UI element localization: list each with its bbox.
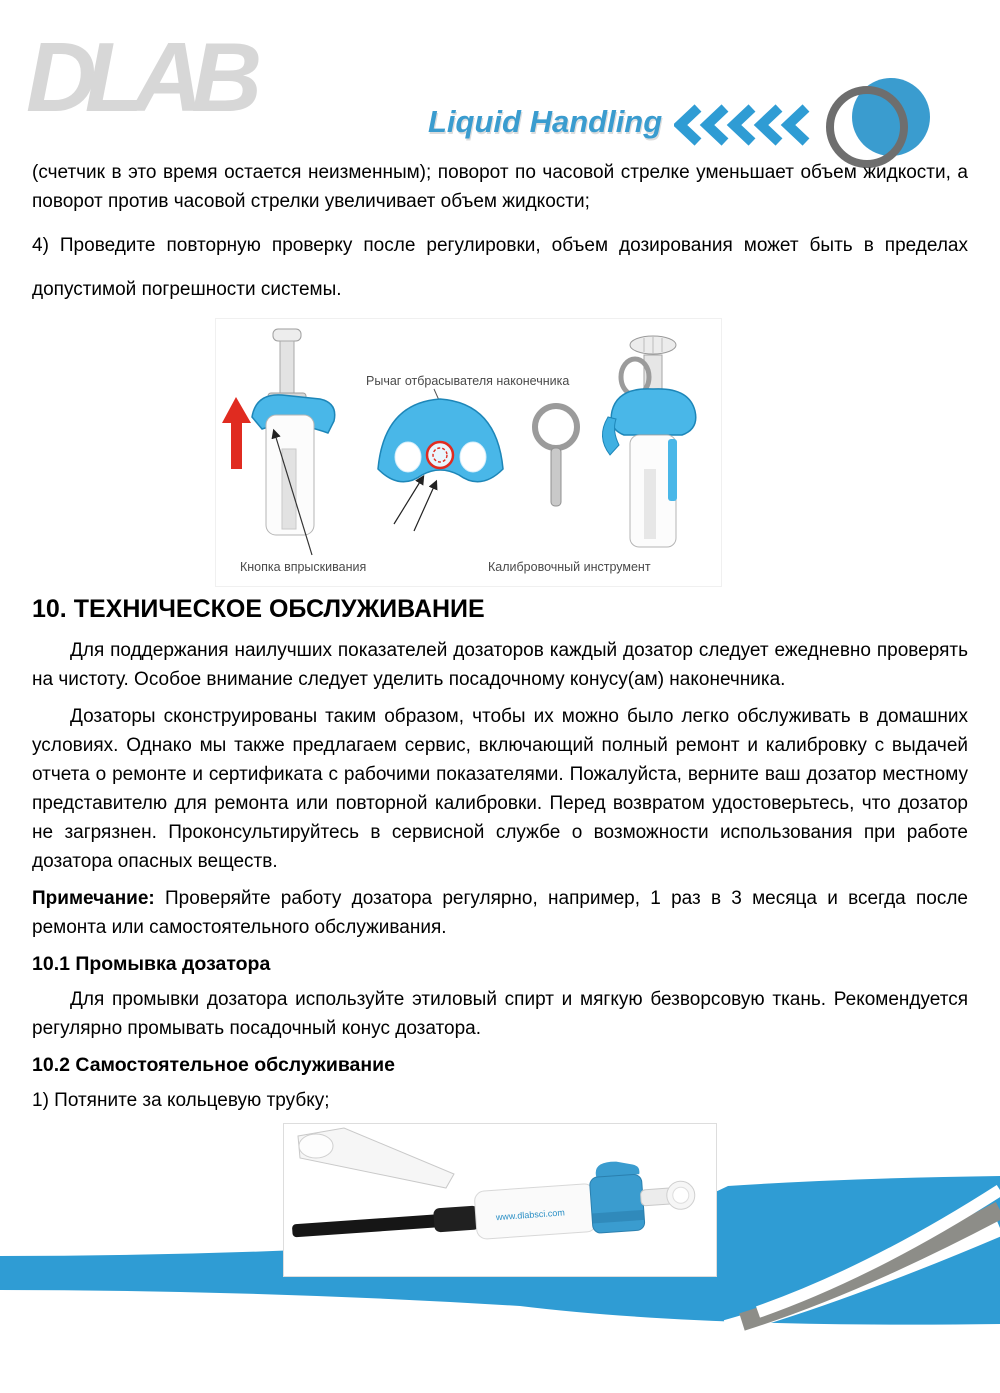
pipette-brand-text: www.dlabsci.com xyxy=(495,1207,566,1223)
pipette-photo-image xyxy=(284,1124,714,1274)
figure-label-ejector: Рычаг отбрасывателя наконечника xyxy=(366,374,570,388)
note-label: Примечание: xyxy=(32,888,155,909)
subsection-10-2-heading: 10.2 Самостоятельное обслуживание xyxy=(32,1054,396,1076)
figure-label-button: Кнопка впрыскивания xyxy=(240,560,367,574)
brand-ring-icon xyxy=(826,86,908,168)
pipette-with-ring-illustration xyxy=(602,336,695,547)
paragraph-step-4: 4) Проведите повторную проверку после регулировки, объем дозирования может быть в пределах допустимой погрешности системы. xyxy=(32,235,968,300)
calibration-tool-illustration xyxy=(535,406,577,506)
step-1-paragraph: 1) Потяните за кольцевую трубку; xyxy=(32,1090,330,1111)
page-header-title: Liquid Handling xyxy=(428,104,663,139)
calibration-point-marker xyxy=(427,442,453,468)
pipette-photo xyxy=(283,1123,717,1277)
chevrons-left-icon xyxy=(674,104,812,146)
subsection-10-1-heading: 10.1 Промывка дозатора xyxy=(32,953,271,975)
dlab-logo: DLAB xyxy=(26,22,251,132)
paragraph-counter-note: (счетчик в это время остается неизменным); поворот по часовой стрелке уменьшает объем жидкости, а поворот против часовой стрелки увеличивает объем жидкости; xyxy=(32,162,968,212)
section-10-heading: 10. ТЕХНИЧЕСКОЕ ОБСЛУЖИВАНИЕ xyxy=(32,595,485,623)
maintenance-paragraph-2: Дозаторы сконструированы таким образом, чтобы их можно было легко обслуживать в домашних условиях. Однако мы также предлагаем сервис, включающий полный ремонт и калибровку с выдачей отчета о ремонте и сертификата с рабочими показателями. Пожалуйста, верните ваш дозатор местному представителю для ремонта или повторной калибровки. Перед возвратом удостоверьтесь, что дозатор не загрязнен. Проконсультируйтесь в сервисной службе о возможности использования при работе дозатора опасных веществ. xyxy=(32,706,968,872)
subsection-10-1-paragraph: Для промывки дозатора используйте этиловый спирт и мягкую безворсовую ткань. Рекомендуется регулярно промывать посадочный конус дозатора. xyxy=(32,989,968,1039)
note-paragraph xyxy=(32,884,968,942)
note-text: Проверяйте работу дозатора регулярно, например, 1 раз в 3 месяца и всегда после ремонта или самостоятельного обслуживания. xyxy=(32,888,968,938)
pipette-illustration xyxy=(216,319,721,577)
document-body xyxy=(32,158,968,1277)
pipette-front-illustration xyxy=(222,329,335,555)
pipette-figure xyxy=(215,318,722,587)
figure-label-tool: Калибровочный инструмент xyxy=(488,560,651,574)
maintenance-paragraph-1: Для поддержания наилучших показателей дозаторов каждый дозатор следует ежедневно проверять на чистоту. Особое внимание следует уделить посадочному конусу(ам) наконечника. xyxy=(32,640,968,690)
ejector-lever-illustration xyxy=(366,374,569,531)
red-up-arrow-icon xyxy=(222,397,251,469)
